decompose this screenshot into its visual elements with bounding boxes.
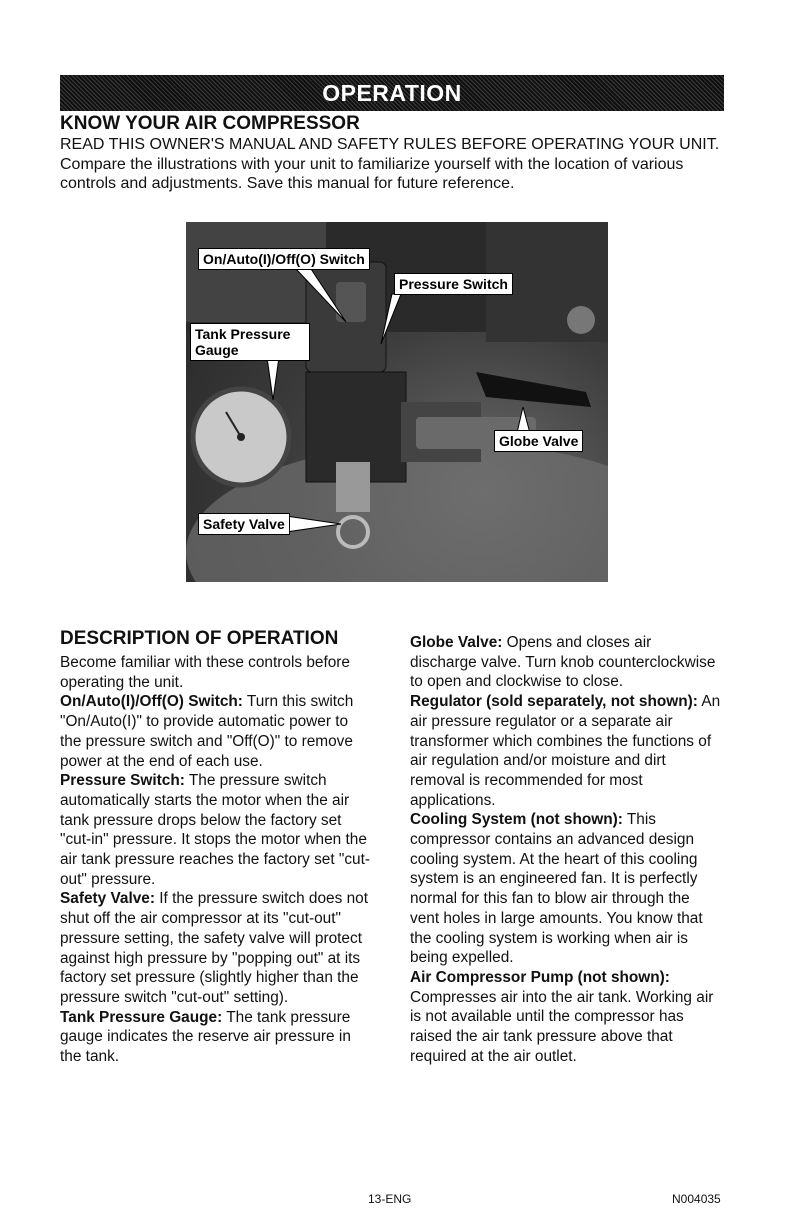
item-compressor-pump: Air Compressor Pump (not shown): Compresses air into the air tank. Working air is not available until the compressor has raised the air tank pressure above that required at the air outlet. bbox=[410, 968, 714, 1065]
document-code: N004035 bbox=[672, 1192, 721, 1206]
item-switch: On/Auto(I)/Off(O) Switch: Turn this switch "On/Auto(I)" to provide automatic power to the pressure switch and "Off(O)" to remove power at the end of each use. bbox=[60, 693, 354, 770]
description-column-right bbox=[410, 633, 722, 1066]
callout-safety-valve: Safety Valve bbox=[198, 513, 290, 535]
item-regulator: Regulator (sold separately, not shown): An air pressure regulator or a separate air transformer which combines the functions of air regulation and/or moisture and dirt removal is recommended for most applications. bbox=[410, 693, 721, 809]
item-tank-gauge: Tank Pressure Gauge: The tank pressure gauge indicates the reserve air pressure in the tank. bbox=[60, 1008, 351, 1066]
compressor-photo bbox=[186, 222, 608, 582]
description-lead: Become familiar with these controls before operating the unit. bbox=[60, 654, 350, 691]
section-banner bbox=[60, 75, 724, 111]
banner-title: OPERATION bbox=[322, 79, 462, 106]
description-column-left bbox=[60, 653, 372, 1067]
section-heading-know: KNOW YOUR AIR COMPRESSOR bbox=[60, 113, 360, 134]
callout-switch: On/Auto(I)/Off(O) Switch bbox=[198, 248, 370, 270]
callout-tank-gauge: Tank Pressure Gauge bbox=[190, 323, 310, 361]
intro-paragraph: READ THIS OWNER'S MANUAL AND SAFETY RULES BEFORE OPERATING YOUR UNIT. Compare the illustrations with your unit to familiarize yourself with the location of various controls and adjustments. Save this manual for future reference. bbox=[60, 136, 720, 192]
page-number: 13-ENG bbox=[368, 1192, 412, 1206]
item-safety-valve: Safety Valve: If the pressure switch does not shut off the air compressor at its "cut-out" pressure setting, the safety valve will protect against high pressure by "popping out" at its factory set pressure (slightly higher than the pressure switch "cut-out" setting). bbox=[60, 890, 368, 1006]
callout-globe-valve: Globe Valve bbox=[494, 430, 583, 452]
item-globe-valve: Globe Valve: Opens and closes air discharge valve. Turn knob counterclockwise to open and clockwise to close. bbox=[410, 634, 716, 691]
item-cooling-system: Cooling System (not shown): This compressor contains an advanced design cooling system. At the heart of this cooling system is an engineered fan. It is perfectly normal for this fan to blow air through the vent holes in large amounts. You know that the cooling system is working when air is being expelled. bbox=[410, 811, 703, 967]
callout-pressure-switch: Pressure Switch bbox=[394, 273, 513, 295]
item-pressure-switch: Pressure Switch: The pressure switch automatically starts the motor when the air tank pressure drops below the factory set "cut-in" pressure. It stops the motor when the air tank pressure reaches the factory set "cut-out" pressure. bbox=[60, 772, 370, 888]
section-heading-description: DESCRIPTION OF OPERATION bbox=[60, 628, 339, 649]
